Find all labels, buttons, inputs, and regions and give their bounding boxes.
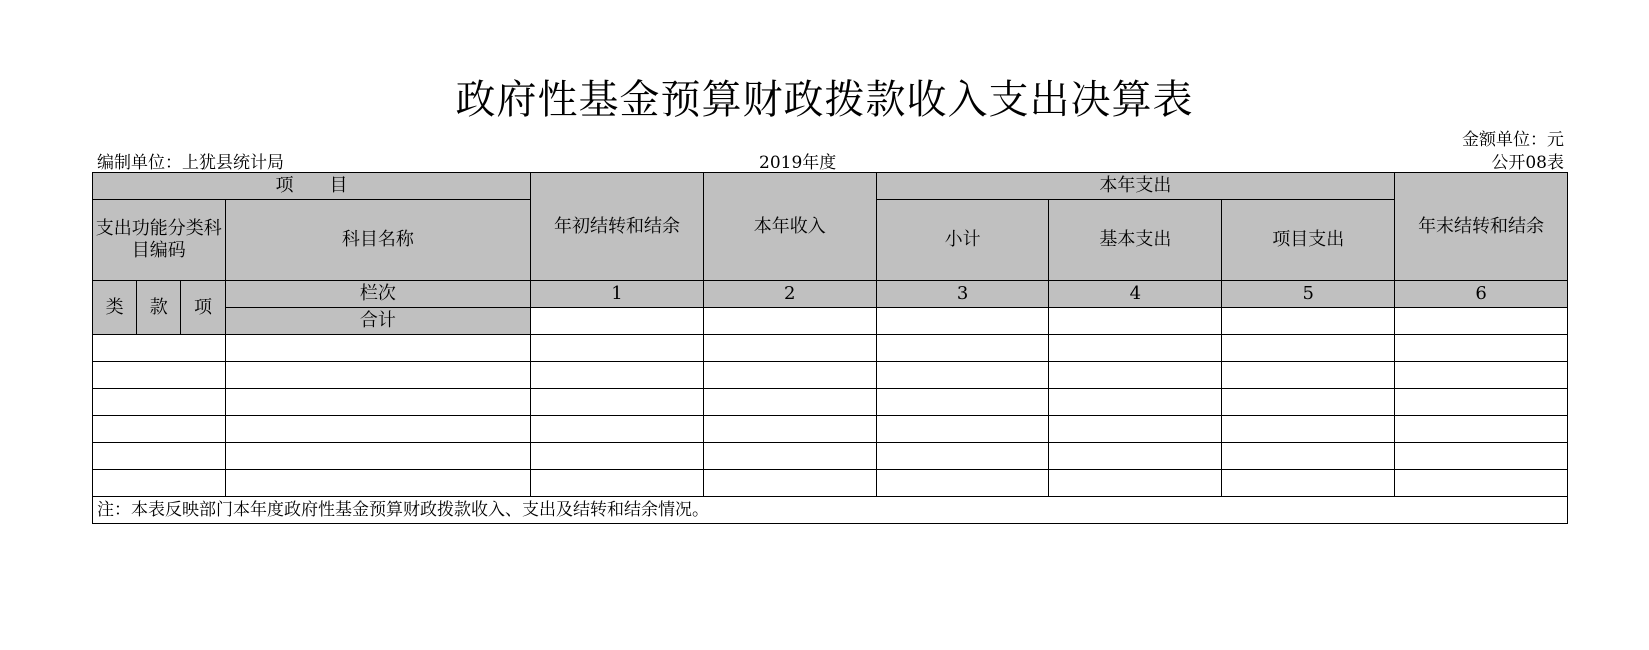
value-cell bbox=[1222, 335, 1395, 362]
code-cell bbox=[93, 416, 226, 443]
column-number: 6 bbox=[1395, 281, 1568, 308]
total-cell bbox=[531, 308, 704, 335]
value-cell bbox=[1049, 362, 1222, 389]
section-header: 款 bbox=[137, 281, 181, 335]
form-number-label: 公开08表 bbox=[1491, 153, 1564, 173]
value-cell bbox=[1049, 416, 1222, 443]
value-cell bbox=[703, 389, 876, 416]
value-cell bbox=[1395, 335, 1568, 362]
value-cell bbox=[1395, 443, 1568, 470]
column-number: 2 bbox=[703, 281, 876, 308]
value-cell bbox=[703, 470, 876, 497]
item-column-header: 项 bbox=[181, 281, 225, 335]
table-row bbox=[93, 416, 1568, 443]
column-number: 1 bbox=[531, 281, 704, 308]
total-cell bbox=[1222, 308, 1395, 335]
column-number: 4 bbox=[1049, 281, 1222, 308]
name-cell bbox=[225, 335, 530, 362]
value-cell bbox=[1222, 362, 1395, 389]
code-cell bbox=[93, 335, 226, 362]
code-cell bbox=[93, 389, 226, 416]
value-cell bbox=[703, 416, 876, 443]
begin-balance-header: 年初结转和结余 bbox=[531, 173, 704, 281]
table-note: 注：本表反映部门本年度政府性基金预算财政拨款收入、支出及结转和结余情况。 bbox=[93, 497, 1568, 524]
value-cell bbox=[703, 335, 876, 362]
column-number: 5 bbox=[1222, 281, 1395, 308]
value-cell bbox=[876, 416, 1049, 443]
total-cell bbox=[1395, 308, 1568, 335]
code-cell bbox=[93, 443, 226, 470]
value-cell bbox=[531, 470, 704, 497]
value-cell bbox=[1395, 416, 1568, 443]
value-cell bbox=[1222, 443, 1395, 470]
value-cell bbox=[1222, 416, 1395, 443]
name-cell bbox=[225, 416, 530, 443]
item-header: 项 目 bbox=[93, 173, 531, 200]
total-cell bbox=[876, 308, 1049, 335]
page-title: 政府性基金预算财政拨款收入支出决算表 bbox=[455, 77, 1194, 123]
category-header: 类 bbox=[93, 281, 137, 335]
current-expense-header: 本年支出 bbox=[876, 173, 1394, 200]
table-row bbox=[93, 362, 1568, 389]
budget-table bbox=[92, 172, 1568, 524]
table-row bbox=[93, 443, 1568, 470]
value-cell bbox=[531, 443, 704, 470]
table-row bbox=[93, 389, 1568, 416]
value-cell bbox=[876, 443, 1049, 470]
total-cell bbox=[1049, 308, 1222, 335]
value-cell bbox=[1049, 389, 1222, 416]
value-cell bbox=[1049, 335, 1222, 362]
value-cell bbox=[703, 443, 876, 470]
fiscal-year-label: 2019年度 bbox=[759, 153, 837, 173]
value-cell bbox=[876, 389, 1049, 416]
code-cell bbox=[93, 362, 226, 389]
current-income-header: 本年收入 bbox=[703, 173, 876, 281]
organization-label: 编制单位：上犹县统计局 bbox=[97, 153, 284, 173]
amount-unit-label: 金额单位：元 bbox=[1462, 130, 1564, 150]
value-cell bbox=[703, 362, 876, 389]
code-cell bbox=[93, 470, 226, 497]
total-label: 合计 bbox=[225, 308, 530, 335]
function-code-header: 支出功能分类科目编码 bbox=[93, 200, 226, 281]
value-cell bbox=[531, 335, 704, 362]
value-cell bbox=[531, 389, 704, 416]
value-cell bbox=[876, 335, 1049, 362]
column-index-label: 栏次 bbox=[225, 281, 530, 308]
name-cell bbox=[225, 470, 530, 497]
name-cell bbox=[225, 362, 530, 389]
value-cell bbox=[1395, 362, 1568, 389]
value-cell bbox=[1049, 470, 1222, 497]
value-cell bbox=[1049, 443, 1222, 470]
table-row bbox=[93, 335, 1568, 362]
end-balance-header: 年末结转和结余 bbox=[1395, 173, 1568, 281]
value-cell bbox=[1395, 389, 1568, 416]
value-cell bbox=[876, 470, 1049, 497]
value-cell bbox=[876, 362, 1049, 389]
name-cell bbox=[225, 389, 530, 416]
value-cell bbox=[531, 416, 704, 443]
subject-name-header: 科目名称 bbox=[225, 200, 530, 281]
total-cell bbox=[703, 308, 876, 335]
name-cell bbox=[225, 443, 530, 470]
value-cell bbox=[531, 362, 704, 389]
column-number: 3 bbox=[876, 281, 1049, 308]
value-cell bbox=[1222, 389, 1395, 416]
value-cell bbox=[1395, 470, 1568, 497]
subtotal-header: 小计 bbox=[876, 200, 1049, 281]
table-row bbox=[93, 470, 1568, 497]
basic-expense-header: 基本支出 bbox=[1049, 200, 1222, 281]
value-cell bbox=[1222, 470, 1395, 497]
project-expense-header: 项目支出 bbox=[1222, 200, 1395, 281]
